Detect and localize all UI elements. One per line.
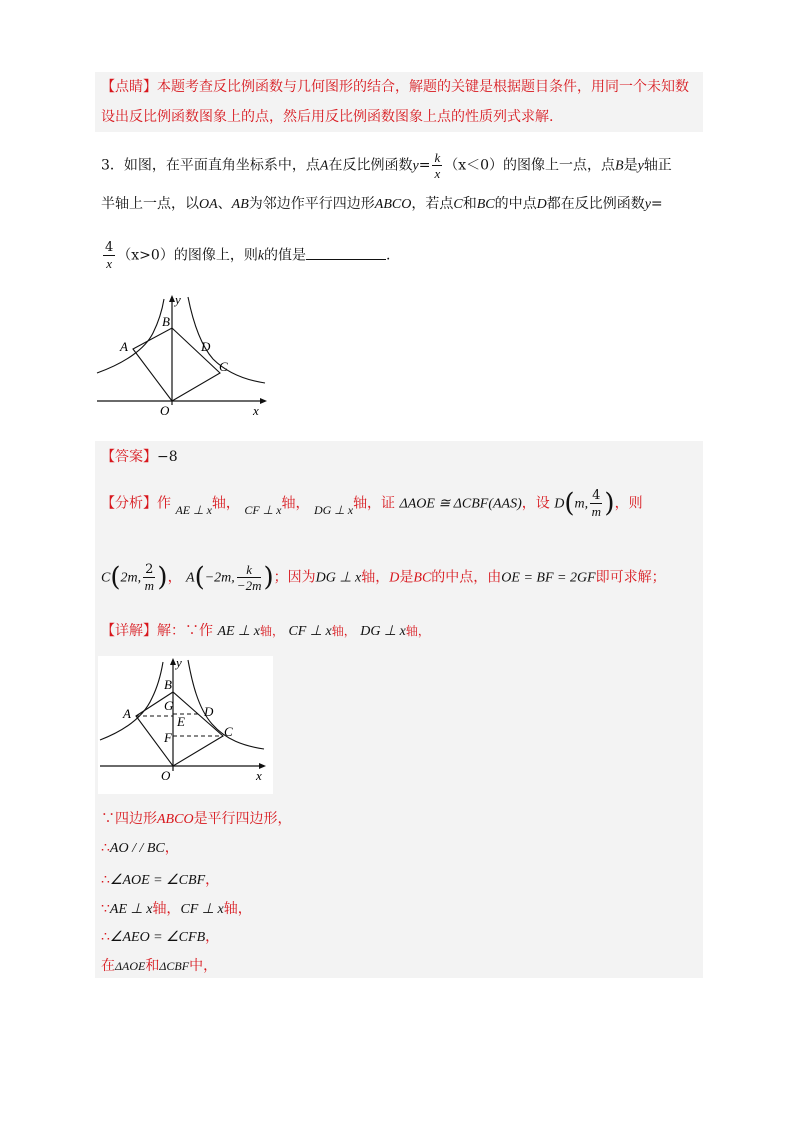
question-line-1	[101, 150, 672, 181]
step-2	[101, 837, 179, 860]
q-frac-den: x	[434, 166, 441, 181]
step-6	[101, 955, 217, 977]
step-text: ，	[205, 872, 220, 888]
fig1-label-B: B	[162, 314, 170, 329]
fig1-label-y: y	[175, 293, 181, 307]
q-var: y	[637, 158, 644, 174]
fenxi-math: AE ⊥ x	[175, 502, 212, 517]
step-text: ，	[205, 929, 220, 945]
q-var: y	[644, 197, 651, 212]
answer-tag: 【答案】	[101, 449, 157, 465]
fig2-curve-left	[100, 662, 163, 740]
q-text: 轴正	[643, 157, 672, 174]
step-text: ∵四边形	[101, 811, 157, 827]
fenxi-math: DG ⊥ x	[315, 570, 362, 586]
fenxi-tag: 【分析】	[101, 495, 157, 512]
q-var: OA	[199, 197, 218, 212]
fenxi-line-2: C(2m, $\frac{2}{m}$ )， A(−2m, $\frac{k}{-2m}$ )；因为DG ⊥ x轴，D是BC的中点，由OE = BF = 2GF即可求解；	[101, 562, 666, 593]
step-text: ，	[164, 840, 179, 856]
xiangjie-line	[101, 620, 430, 643]
step-3	[101, 869, 219, 892]
q-text: （x＜0）的图像上一点，点	[444, 157, 616, 174]
fenxi-math: D	[554, 496, 565, 512]
fig2-label-G: G	[164, 698, 174, 713]
q-frac-num: 4	[105, 240, 114, 255]
step-text: 轴，	[152, 901, 181, 917]
fenxi-text: ；因为	[273, 569, 316, 586]
xiangjie-text: 轴，	[331, 624, 356, 638]
dianjing-tag: 【点睛】	[101, 79, 157, 95]
step-text: 是平行四边形，	[193, 811, 292, 827]
xiangjie-math: CF ⊥ x	[288, 624, 332, 639]
q-text: 和	[462, 196, 477, 212]
fenxi-math: ΔAOE ≅ ΔCBF	[399, 496, 489, 512]
fig2-label-D: D	[204, 704, 214, 719]
fenxi-math: −2m,	[204, 570, 235, 586]
step-math: ABCO	[157, 812, 194, 827]
step-5	[101, 926, 219, 949]
q-frac-den: x	[106, 256, 113, 271]
fenxi-text: 的中点，由	[431, 569, 502, 586]
fenxi-frac-4-m	[590, 488, 602, 519]
frac-den: m	[591, 504, 601, 519]
figure-2	[98, 656, 273, 794]
step-math: ΔAOE	[115, 959, 146, 973]
fig2-label-y: y	[176, 656, 182, 670]
fenxi-frac-2-m	[143, 562, 155, 593]
q-var: AB	[231, 197, 249, 212]
fig2-label-F: F	[164, 730, 172, 745]
fig1-label-x: x	[253, 403, 259, 418]
dianjing-line-1	[101, 76, 689, 98]
step-4	[101, 898, 252, 921]
frac-den: m	[144, 578, 154, 593]
xiangjie-math: AE ⊥ x	[217, 624, 260, 639]
fenxi-math: CF ⊥ x	[244, 502, 282, 517]
fig1-x-arrow	[260, 398, 267, 404]
fenxi-math: C	[101, 570, 111, 586]
q-text: .	[386, 247, 391, 264]
fenxi-line-1: 【分析】作 AE ⊥ x轴， CF ⊥ x轴， DG ⊥ x轴，证 ΔAOE ≅ ΔCBF(AAS)，设 D(m, $\frac{4}{m}$ )，则	[101, 488, 643, 519]
fig1-label-O: O	[160, 403, 170, 418]
step-math: ΔCBF	[159, 959, 190, 973]
fig2-label-A: A	[123, 706, 131, 721]
fenxi-text: 轴，	[211, 495, 240, 512]
fig1-label-D: D	[201, 339, 211, 354]
frac-num: 4	[592, 488, 601, 503]
fig2-label-x: x	[256, 768, 262, 783]
q-frac-num: k	[434, 150, 441, 165]
step-math: ∠AEO = ∠CFB	[109, 930, 206, 945]
question-line-2	[101, 193, 663, 216]
frac-den: −2m	[236, 578, 262, 593]
step-text: ∴	[101, 840, 110, 856]
q-var: k	[257, 248, 265, 264]
fenxi-math: (AAS)	[488, 496, 522, 512]
fenxi-math: 2m,	[120, 570, 142, 586]
xiangjie-math: DG ⊥ x	[360, 624, 406, 639]
q-var: ABCO	[374, 197, 412, 212]
fenxi-text: 轴，证	[353, 495, 396, 512]
q-text: =	[418, 157, 431, 174]
q-var: BC	[476, 197, 495, 212]
fig2-label-O: O	[161, 768, 171, 783]
step-text: 在	[101, 958, 115, 974]
q-var: A	[319, 158, 329, 174]
fig1-curve-left	[97, 299, 164, 373]
q-text: 是	[623, 157, 638, 174]
fenxi-text: ，则	[614, 495, 643, 512]
q-var: y	[412, 158, 419, 174]
fig2-label-B: B	[164, 677, 172, 692]
fenxi-text: 轴，	[361, 569, 390, 586]
q-text: 的中点	[494, 196, 537, 212]
fig2-label-C: C	[224, 724, 233, 739]
step-math: CF ⊥ x	[180, 902, 224, 917]
xiangjie-tag: 【详解】	[101, 623, 157, 639]
fig2-label-E: E	[177, 714, 185, 729]
fenxi-math: DG ⊥ x	[313, 502, 354, 517]
figure-1	[95, 293, 275, 423]
step-text: 中，	[189, 958, 218, 974]
q-text: 、	[217, 196, 232, 212]
fenxi-math: OE = BF = 2GF	[501, 570, 596, 586]
answer-blank	[306, 245, 386, 260]
fenxi-text: 作	[157, 495, 171, 512]
answer-line	[101, 446, 178, 468]
fenxi-math: m,	[574, 496, 589, 512]
fenxi-math: A	[186, 570, 195, 586]
xiangjie-text: 解：∵作	[157, 623, 213, 639]
q-text: 3．如图，在平面直角坐标系中，点	[101, 157, 320, 174]
dianjing-line-2	[101, 106, 553, 128]
step-1	[101, 808, 292, 831]
q-text: 都在反比例函数	[546, 196, 645, 212]
fenxi-text: ，设	[521, 495, 550, 512]
dianjing-text-1: 本题考查反比例函数与几何图形的结合，解题的关键是根据题目条件，用同一个未知数	[157, 79, 689, 95]
q-var: C	[453, 197, 463, 212]
q-text: 的值是	[264, 247, 307, 264]
frac-num: k	[237, 562, 262, 578]
step-text: 轴，	[223, 901, 252, 917]
step-math: ∠AOE = ∠CBF	[109, 873, 206, 888]
q-text: （x>0）的图像上，则	[117, 247, 258, 264]
step-text: ∴	[101, 929, 110, 945]
xiangjie-text: 轴，	[405, 624, 430, 638]
step-math: AO / / BC	[109, 841, 165, 856]
step-text: ∴	[101, 872, 110, 888]
q-text: 半轴上一点，以	[101, 196, 199, 212]
fenxi-math: BC	[413, 570, 432, 586]
question-line-3	[101, 240, 391, 271]
q-text: =	[650, 196, 663, 212]
q-fraction-4-over-x	[103, 240, 115, 271]
fenxi-text: 轴，	[281, 495, 310, 512]
q-fraction-k-over-x	[432, 150, 442, 181]
frac-num: 2	[145, 562, 154, 577]
xiangjie-text: 轴，	[259, 624, 284, 638]
q-var: B	[615, 158, 624, 174]
fig1-label-C: C	[219, 359, 228, 374]
q-text: 为邻边作平行四边形	[248, 196, 375, 212]
answer-value: −8	[157, 449, 178, 465]
step-math: AE ⊥ x	[109, 902, 153, 917]
q-var: D	[536, 197, 547, 212]
q-text: ，若点	[411, 196, 454, 212]
q-text: 在反比例函数	[328, 157, 413, 174]
fenxi-math: D	[389, 570, 400, 586]
step-text: ∵	[101, 901, 110, 917]
dianjing-text-2: 设出反比例函数图象上的点，然后用反比例函数图象上点的性质列式求解.	[101, 109, 554, 125]
fenxi-text: 是	[399, 569, 414, 586]
fenxi-frac-k-2m	[237, 562, 262, 593]
fig1-label-A: A	[120, 339, 128, 354]
step-text: 和	[145, 958, 160, 974]
fenxi-text: 即可求解；	[595, 569, 666, 586]
